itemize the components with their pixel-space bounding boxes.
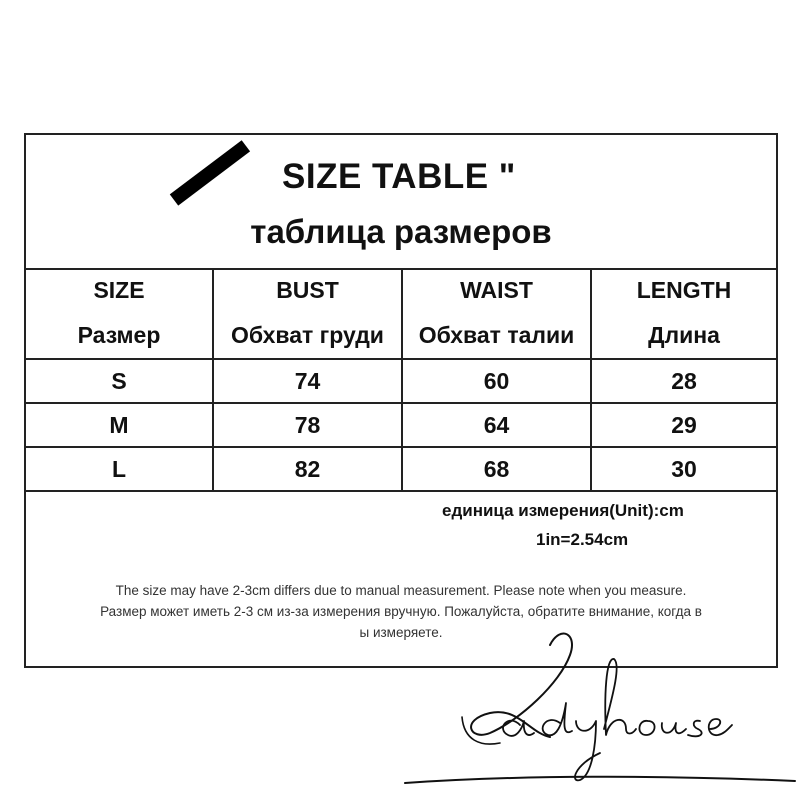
column-header-bust bbox=[213, 268, 402, 359]
unit-note: единица измерения(Unit):cm bbox=[442, 501, 684, 520]
cell-size: L bbox=[26, 447, 213, 491]
cell-bust: 78 bbox=[213, 403, 402, 447]
column-label-en: WAIST bbox=[460, 277, 533, 303]
ladyhouse-logo bbox=[400, 625, 800, 800]
table-row bbox=[26, 403, 776, 447]
column-header-length bbox=[591, 268, 776, 359]
slash-decoration bbox=[170, 140, 250, 205]
column-header-waist bbox=[402, 268, 591, 359]
table-header bbox=[26, 135, 776, 270]
column-header-size bbox=[26, 268, 213, 359]
measurement-note-russian: Размер может иметь 2-3 см из-за измерения вручную. Пожалуйста, обратите внимание, когда в bbox=[100, 604, 702, 619]
cell-length: 28 bbox=[591, 359, 776, 403]
measurement-note-english: The size may have 2-3cm differs due to manual measurement. Please note when you measure. bbox=[115, 583, 687, 598]
measurement-note-russian-continued: ы измеряете. bbox=[359, 625, 443, 640]
conversion-note: 1in=2.54cm bbox=[536, 530, 629, 549]
column-label-ru: Обхват талии bbox=[418, 322, 575, 348]
title-english: SIZE TABLE " bbox=[282, 157, 516, 196]
column-label-en: BUST bbox=[276, 277, 339, 303]
cell-bust: 74 bbox=[213, 359, 402, 403]
table-row bbox=[26, 359, 776, 403]
column-label-ru: Размер bbox=[77, 322, 161, 348]
size-table-card bbox=[24, 133, 778, 668]
table-row bbox=[26, 447, 776, 491]
cell-waist: 64 bbox=[402, 403, 591, 447]
column-label-ru: Обхват груди bbox=[231, 322, 384, 348]
cell-size: M bbox=[26, 403, 213, 447]
size-table bbox=[26, 268, 776, 492]
cell-size: S bbox=[26, 359, 213, 403]
title-russian: таблица размеров bbox=[250, 213, 552, 250]
cell-length: 30 bbox=[591, 447, 776, 491]
cell-length: 29 bbox=[591, 403, 776, 447]
header-row bbox=[26, 268, 776, 359]
cell-waist: 60 bbox=[402, 359, 591, 403]
column-label-en: LENGTH bbox=[636, 277, 732, 303]
column-label-ru: Длина bbox=[648, 322, 720, 348]
column-label-en: SIZE bbox=[93, 277, 145, 303]
cell-bust: 82 bbox=[213, 447, 402, 491]
cell-waist: 68 bbox=[402, 447, 591, 491]
